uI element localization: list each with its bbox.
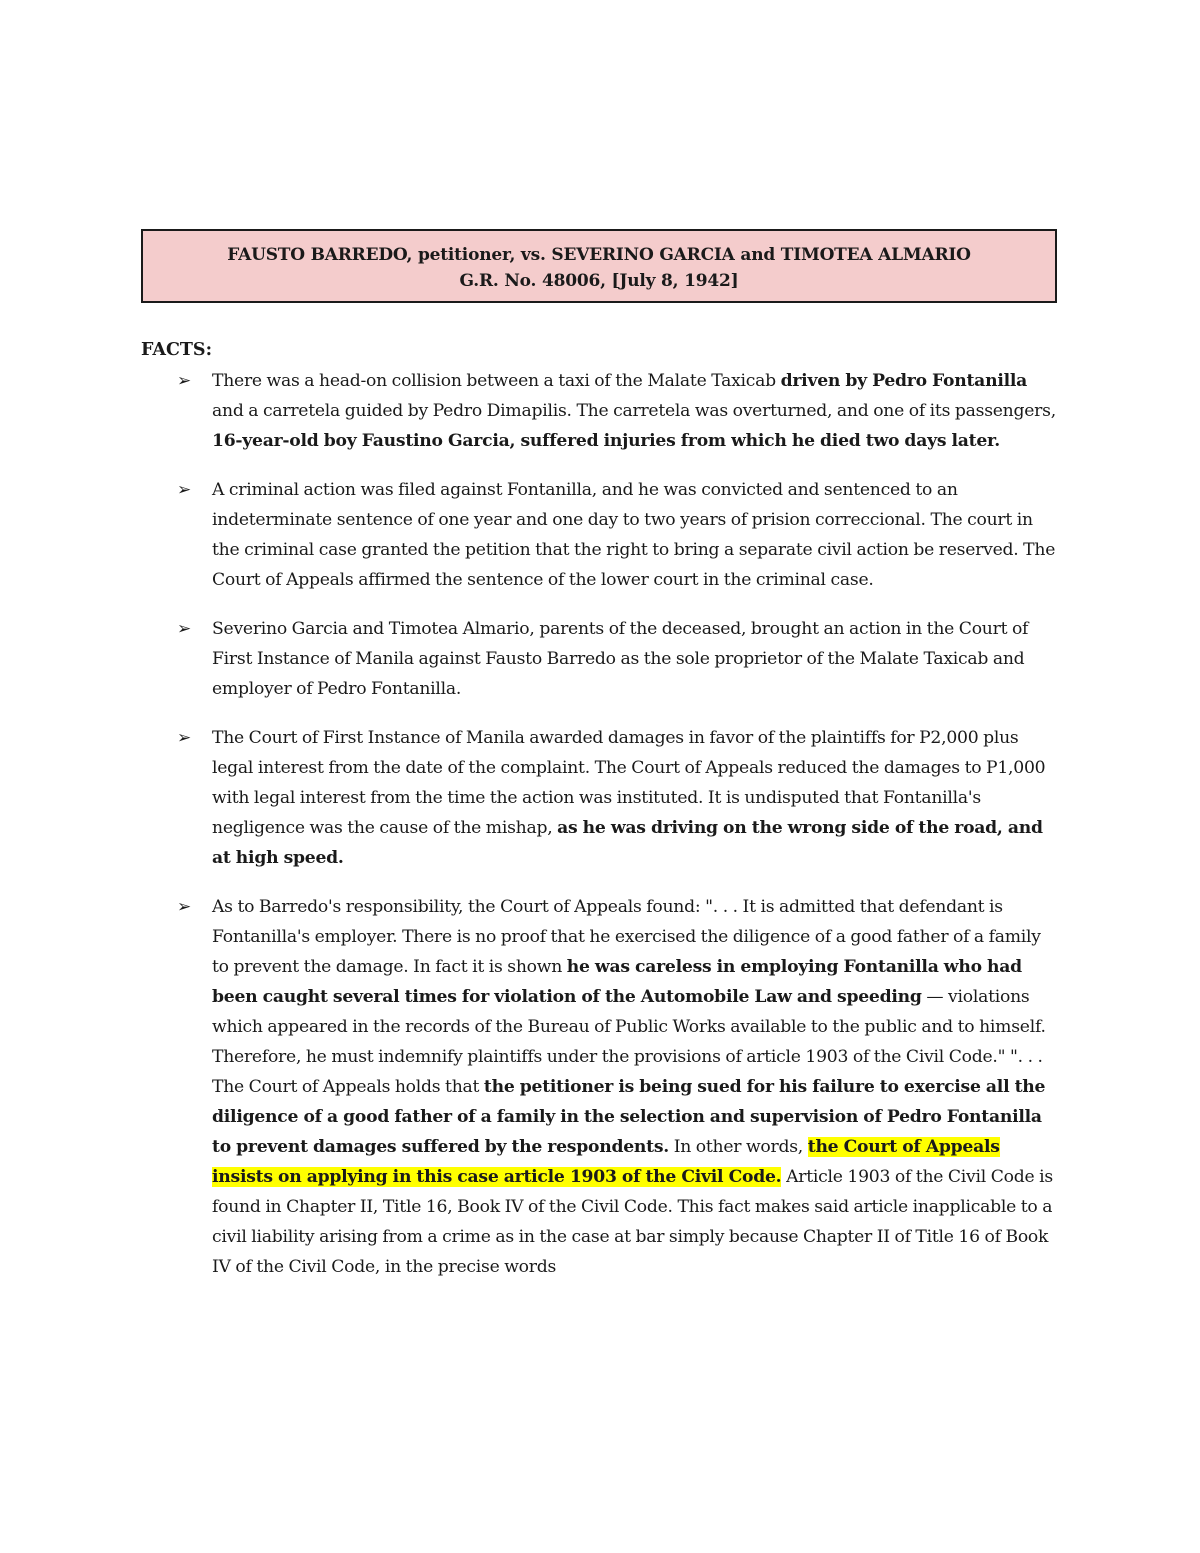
fact-bold-text: the petitioner is being sued for his failure to exercise all the diligence of a good father of a family in the selection and supervision of Pedro Fontanilla to prevent damages suffered by the respondents. [212, 1077, 1046, 1157]
fact-text [212, 480, 1055, 590]
fact-text [212, 897, 1053, 1277]
fact-highlighted-text: the Court of Appeals insists on applying in this case article 1903 of the Civil Code. [212, 1137, 1000, 1187]
fact-bold-text: he was careless in employing Fontanilla who had been caught several times for violation of the Automobile Law and speeding [212, 957, 1022, 1007]
fact-plain-text: and a carretela guided by Pedro Dimapilis. The carretela was overturned, and one of its passengers, [212, 401, 1056, 421]
fact-item [141, 723, 1061, 873]
fact-item [141, 614, 1061, 704]
arrowhead-bullet-icon: ➢ [177, 480, 191, 500]
fact-bold-text: 16-year-old boy Faustino Garcia, suffered injuries from which he died two days later. [212, 431, 1000, 451]
fact-item [141, 366, 1061, 456]
fact-text [212, 371, 1056, 451]
fact-text [212, 728, 1045, 868]
fact-plain-text: The Court of First Instance of Manila awarded damages in favor of the plaintiffs for P2,000 plus legal interest from the date of the complaint. The Court of Appeals reduced the damages to P1,000 with legal interest from the time the action was instituted. It is undisputed that Fontanilla's negligence was the cause of the mishap, [212, 728, 1046, 838]
arrowhead-bullet-icon: ➢ [177, 371, 191, 391]
arrowhead-bullet-icon: ➢ [177, 897, 191, 917]
facts-heading: FACTS: [141, 340, 213, 360]
fact-text [212, 619, 1028, 699]
case-citation: G.R. No. 48006, [July 8, 1942] [459, 271, 739, 291]
fact-bold-text: as he was driving on the wrong side of the road, and at high speed. [212, 818, 1043, 868]
fact-item [141, 475, 1061, 595]
fact-plain-text: In other words, [669, 1137, 808, 1157]
fact-plain-text: Severino Garcia and Timotea Almario, parents of the deceased, brought an action in the Court of First Instance of Manila against Fausto Barredo as the sole proprietor of the Malate Taxicab and employer of Pedro Fontanilla. [212, 619, 1029, 699]
fact-plain-text: As to Barredo's responsibility, the Court of Appeals found: ". . . It is admitted that defendant is Fontanilla's employer. There is no proof that he exercised the diligence of a good father of a family to prevent the damage. In fact it is shown [212, 897, 1041, 977]
arrowhead-bullet-icon: ➢ [177, 728, 191, 748]
facts-list [141, 366, 1061, 1301]
fact-plain-text: Article 1903 of the Civil Code is found in Chapter II, Title 16, Book IV of the Civil Code. This fact makes said article inapplicable to a civil liability arising from a crime as in the case at bar simply because Chapter II of Title 16 of Book IV of the Civil Code, in the precise words [212, 1167, 1053, 1277]
case-title-box [141, 229, 1057, 303]
fact-bold-text: driven by Pedro Fontanilla [780, 371, 1028, 391]
fact-plain-text: There was a head-on collision between a taxi of the Malate Taxicab [212, 371, 781, 391]
fact-plain-text: A criminal action was filed against Fontanilla, and he was convicted and sentenced to an indeterminate sentence of one year and one day to two years of prision correccional. The court in the criminal case granted the petition that the right to bring a separate civil action be reserved. The Court of Appeals affirmed the sentence of the lower court in the criminal case. [212, 480, 1056, 590]
fact-plain-text: — violations which appeared in the records of the Bureau of Public Works available to the public and to himself. Therefore, he must indemnify plaintiffs under the provisions of article 1903 of the Civil Code." ". . . The Court of Appeals holds that [212, 987, 1046, 1097]
arrowhead-bullet-icon: ➢ [177, 619, 191, 639]
fact-item [141, 892, 1061, 1282]
case-title: FAUSTO BARREDO, petitioner, vs. SEVERINO GARCIA and TIMOTEA ALMARIO [227, 245, 971, 265]
